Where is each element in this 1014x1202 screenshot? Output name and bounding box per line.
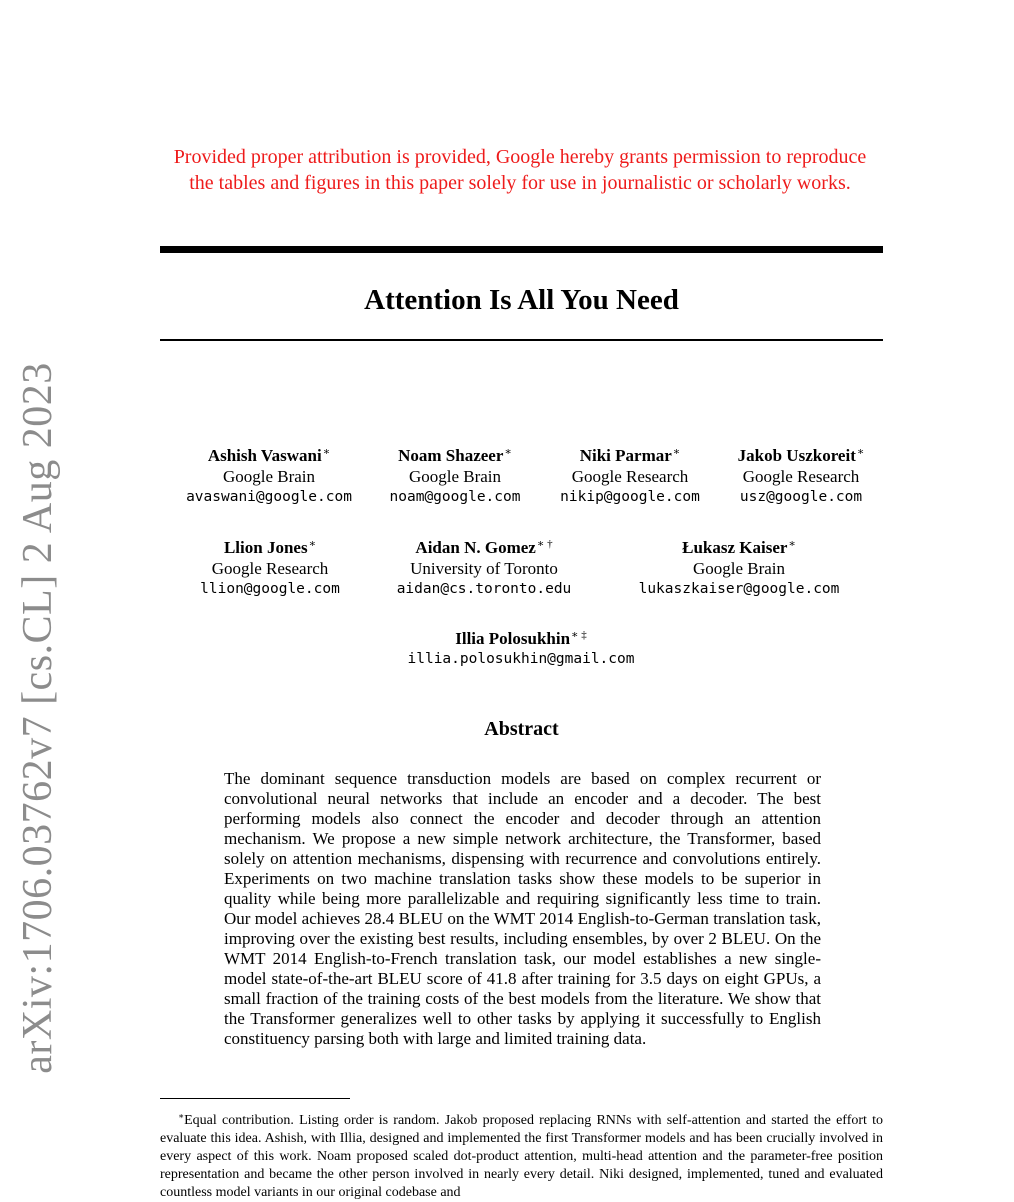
author-email: avaswani@google.com (186, 489, 352, 505)
author-block (408, 625, 635, 670)
author-name: Illia Polosukhin (455, 629, 571, 648)
author-name: Łukasz Kaiser (682, 538, 788, 557)
abstract-body: The dominant sequence transduction models are based on complex recurrent or convolutional neural networks that include an encoder and a decoder. The best performing models also connect the encoder and decoder through an attention mechanism. We propose a new simple network architecture, the Transformer, based solely on attention mechanisms, dispensing with recurrence and convolutions entirely. Experiments on two machine translation tasks show these models to be superior in quality while being more parallelizable and requiring significantly less time to train. Our model achieves 28.4 BLEU on the WMT 2014 English-to-German translation task, improving over the existing best results, including ensembles, by over 2 BLEU. On the WMT 2014 English-to-French translation task, our model establishes a new single-model state-of-the-art BLEU score of 41.8 after training for 3.5 days on eight GPUs, a small fraction of the training costs of the best models from the literature. We show that the Transformer generalizes well to other tasks by applying it successfully to English constituency parsing both with large and limited training data. (224, 769, 821, 1048)
author-affiliation: Google Brain (222, 467, 316, 486)
attribution-notice: Provided proper attribution is provided, Google hereby grants permission to reproduce the tables and figures in this paper solely for use in journalistic or scholarly works. (173, 146, 867, 194)
author-mark: ∗ (504, 446, 512, 458)
author-email: illia.polosukhin@gmail.com (407, 651, 635, 667)
author-name: Jakob Uszkoreit (737, 446, 856, 465)
footnote-text: Equal contribution. Listing order is random. Jakob proposed replacing RNNs with self-attention and started the effort to evaluate this idea. Ashish, with Illia, designed and implemented the first Transformer models and has been crucially involved in every aspect of this work. Noam proposed scaled dot-product attention, multi-head attention and the parameter-free position representation and became the other person involved in nearly every detail. Niki designed, implemented, tuned and evaluated countless model variants in our original codebase and (160, 1113, 883, 1200)
author-name: Noam Shazeer (398, 446, 504, 465)
author-email: lukaszkaiser@google.com (638, 581, 840, 597)
author-email: llion@google.com (200, 581, 340, 597)
author-block (186, 442, 352, 508)
author-block (560, 442, 700, 508)
author-email: noam@google.com (389, 489, 521, 505)
footnote (160, 1107, 883, 1202)
author-name: Niki Parmar (579, 446, 672, 465)
author-mark: ∗ (672, 446, 681, 458)
abstract-heading: Abstract (484, 718, 559, 740)
author-block (397, 534, 572, 600)
arxiv-side-identifier: arXiv:1706.03762v7 [cs.CL] 2 Aug 2023 (15, 362, 61, 1074)
title-bottom-rule (160, 339, 883, 341)
author-mark: ∗ (308, 538, 317, 550)
author-name: Aidan N. Gomez (415, 538, 536, 557)
author-affiliation: Google Research (571, 467, 689, 486)
footnote-mark: ∗ (178, 1111, 185, 1121)
author-affiliation: Google Brain (408, 467, 502, 486)
paper-title: Attention Is All You Need (364, 284, 679, 316)
author-mark: ∗ ‡ (571, 629, 587, 641)
footnote-rule (160, 1098, 350, 1099)
author-mark: ∗ (856, 446, 865, 458)
author-mark: ∗ (322, 446, 331, 458)
author-name: Llion Jones (223, 538, 308, 557)
author-affiliation: Google Research (742, 467, 860, 486)
author-name: Ashish Vaswani (207, 446, 322, 465)
author-block (200, 534, 340, 600)
author-email: nikip@google.com (560, 489, 700, 505)
author-mark: ∗ (788, 538, 796, 550)
author-affiliation: Google Brain (692, 559, 786, 578)
author-email: usz@google.com (739, 489, 863, 505)
author-mark: ∗ † (536, 538, 553, 550)
author-block (738, 442, 865, 508)
author-affiliation: Google Research (211, 559, 329, 578)
author-email: aidan@cs.toronto.edu (396, 581, 572, 597)
author-affiliation: University of Toronto (410, 559, 558, 578)
author-block (390, 442, 521, 508)
title-top-rule (160, 246, 883, 253)
author-block (639, 534, 840, 600)
